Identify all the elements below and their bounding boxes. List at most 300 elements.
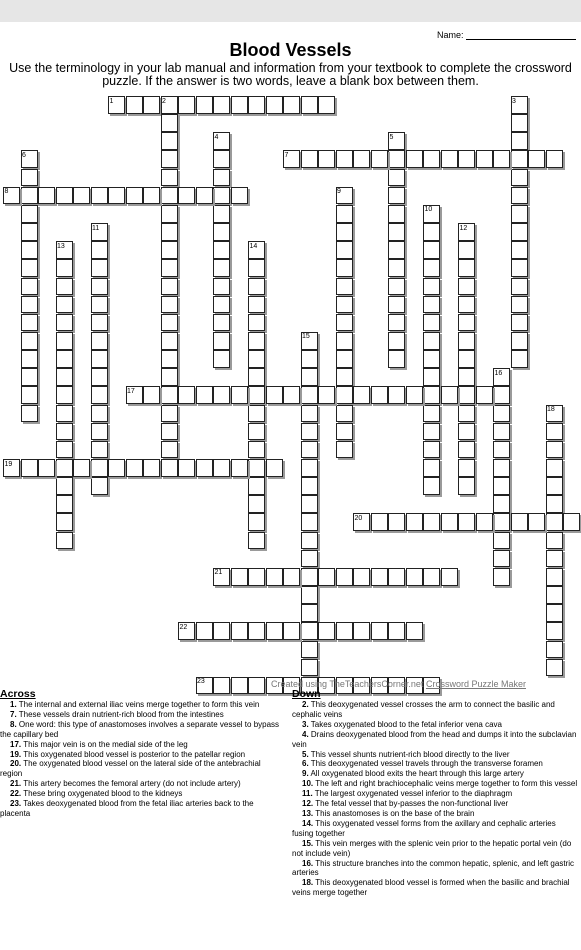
crossword-cell[interactable] xyxy=(231,459,248,477)
crossword-cell[interactable] xyxy=(458,350,475,368)
crossword-cell[interactable] xyxy=(248,441,265,459)
crossword-cell[interactable] xyxy=(353,568,370,586)
crossword-cell[interactable] xyxy=(336,259,353,277)
crossword-cell[interactable] xyxy=(21,459,38,477)
crossword-cell[interactable] xyxy=(213,96,230,114)
crossword-cell[interactable] xyxy=(371,622,388,640)
crossword-cell[interactable] xyxy=(388,169,405,187)
crossword-cell[interactable] xyxy=(423,332,440,350)
crossword-cell[interactable] xyxy=(423,513,440,531)
crossword-cell[interactable] xyxy=(283,568,300,586)
crossword-cell[interactable] xyxy=(388,259,405,277)
crossword-cell[interactable] xyxy=(56,423,73,441)
crossword-cell[interactable] xyxy=(388,350,405,368)
crossword-cell[interactable] xyxy=(91,296,108,314)
crossword-cell[interactable] xyxy=(21,223,38,241)
crossword-cell[interactable] xyxy=(493,441,510,459)
crossword-cell[interactable] xyxy=(458,332,475,350)
crossword-cell[interactable] xyxy=(213,314,230,332)
crossword-cell[interactable] xyxy=(511,132,528,150)
crossword-cell[interactable] xyxy=(283,386,300,404)
crossword-cell[interactable] xyxy=(21,241,38,259)
crossword-cell[interactable] xyxy=(56,332,73,350)
crossword-cell[interactable] xyxy=(353,386,370,404)
crossword-cell[interactable] xyxy=(91,314,108,332)
crossword-cell[interactable] xyxy=(21,405,38,423)
crossword-cell[interactable] xyxy=(248,386,265,404)
crossword-cell[interactable] xyxy=(406,150,423,168)
crossword-cell[interactable] xyxy=(231,568,248,586)
crossword-cell[interactable] xyxy=(388,150,405,168)
crossword-cell[interactable] xyxy=(126,187,143,205)
crossword-cell[interactable] xyxy=(161,350,178,368)
crossword-cell[interactable] xyxy=(301,513,318,531)
crossword-cell[interactable] xyxy=(406,622,423,640)
crossword-cell[interactable] xyxy=(546,477,563,495)
crossword-cell[interactable] xyxy=(248,259,265,277)
crossword-cell[interactable] xyxy=(336,205,353,223)
clue-number-label: 9 xyxy=(337,188,341,196)
crossword-cell[interactable] xyxy=(213,259,230,277)
crossword-cell[interactable] xyxy=(423,405,440,423)
crossword-cell[interactable] xyxy=(91,332,108,350)
crossword-cell[interactable] xyxy=(73,459,90,477)
crossword-cell[interactable] xyxy=(301,150,318,168)
crossword-cell[interactable] xyxy=(318,150,335,168)
crossword-cell[interactable] xyxy=(423,241,440,259)
crossword-cell[interactable] xyxy=(423,441,440,459)
crossword-cell[interactable] xyxy=(56,296,73,314)
crossword-cell[interactable] xyxy=(458,459,475,477)
crossword-cell[interactable] xyxy=(91,241,108,259)
crossword-cell[interactable] xyxy=(336,405,353,423)
crossword-cell[interactable] xyxy=(248,296,265,314)
crossword-cell[interactable] xyxy=(406,568,423,586)
crossword-cell[interactable] xyxy=(248,532,265,550)
crossword-cell[interactable] xyxy=(91,477,108,495)
crossword-cell[interactable] xyxy=(143,187,160,205)
crossword-cell[interactable] xyxy=(56,495,73,513)
crossword-cell[interactable] xyxy=(441,513,458,531)
crossword-cell[interactable] xyxy=(546,586,563,604)
crossword-cell[interactable] xyxy=(56,278,73,296)
crossword-cell[interactable] xyxy=(546,495,563,513)
crossword-cell[interactable] xyxy=(493,405,510,423)
crossword-cell[interactable] xyxy=(301,441,318,459)
crossword-cell[interactable] xyxy=(161,278,178,296)
crossword-cell[interactable] xyxy=(161,241,178,259)
crossword-cell[interactable] xyxy=(423,350,440,368)
crossword-cell[interactable] xyxy=(511,513,528,531)
crossword-cell[interactable] xyxy=(336,368,353,386)
crossword-cell[interactable] xyxy=(546,622,563,640)
crossword-cell[interactable] xyxy=(196,187,213,205)
crossword-cell[interactable] xyxy=(546,532,563,550)
crossword-cell[interactable] xyxy=(511,187,528,205)
crossword-cell[interactable] xyxy=(441,568,458,586)
crossword-cell[interactable] xyxy=(21,296,38,314)
crossword-cell[interactable] xyxy=(458,278,475,296)
crossword-cell[interactable] xyxy=(126,459,143,477)
crossword-cell[interactable] xyxy=(563,513,580,531)
crossword-cell[interactable] xyxy=(406,386,423,404)
crossword-cell[interactable] xyxy=(56,441,73,459)
crossword-cell[interactable] xyxy=(458,150,475,168)
crossword-cell[interactable] xyxy=(21,386,38,404)
crossword-cell[interactable] xyxy=(336,314,353,332)
crossword-cell[interactable] xyxy=(511,223,528,241)
crossword-cell[interactable] xyxy=(248,622,265,640)
crossword-cell[interactable] xyxy=(388,513,405,531)
crossword-cell[interactable] xyxy=(301,659,318,677)
crossword-cell[interactable] xyxy=(91,386,108,404)
crossword-cell[interactable] xyxy=(196,386,213,404)
crossword-cell[interactable] xyxy=(493,477,510,495)
crossword-cell[interactable] xyxy=(248,314,265,332)
crossword-cell[interactable] xyxy=(511,314,528,332)
crossword-cell[interactable] xyxy=(476,386,493,404)
crossword-cell[interactable] xyxy=(546,150,563,168)
crossword-cell[interactable] xyxy=(546,423,563,441)
crossword-cell[interactable] xyxy=(21,187,38,205)
crossword-cell[interactable] xyxy=(56,314,73,332)
crossword-cell[interactable] xyxy=(161,114,178,132)
crossword-cell[interactable] xyxy=(56,259,73,277)
crossword-cell[interactable] xyxy=(301,550,318,568)
crossword-cell[interactable] xyxy=(196,622,213,640)
crossword-cell[interactable] xyxy=(511,278,528,296)
crossword-cell[interactable] xyxy=(213,459,230,477)
crossword-cell[interactable] xyxy=(301,459,318,477)
crossword-cell[interactable] xyxy=(388,296,405,314)
crossword-cell[interactable] xyxy=(248,568,265,586)
crossword-cell[interactable] xyxy=(301,641,318,659)
crossword-cell[interactable] xyxy=(441,386,458,404)
crossword-cell[interactable] xyxy=(528,150,545,168)
crossword-cell[interactable] xyxy=(511,205,528,223)
crossword-cell[interactable] xyxy=(161,150,178,168)
crossword-cell[interactable] xyxy=(38,187,55,205)
crossword-cell[interactable] xyxy=(21,259,38,277)
crossword-cell[interactable] xyxy=(301,477,318,495)
crossword-cell[interactable] xyxy=(476,150,493,168)
crossword-cell[interactable] xyxy=(301,350,318,368)
crossword-cell[interactable] xyxy=(56,459,73,477)
crossword-cell[interactable] xyxy=(493,150,510,168)
crossword-cell[interactable] xyxy=(266,386,283,404)
crossword-cell[interactable] xyxy=(21,169,38,187)
crossword-cell[interactable] xyxy=(388,241,405,259)
crossword-cell[interactable] xyxy=(161,368,178,386)
crossword-cell[interactable] xyxy=(91,368,108,386)
crossword-cell[interactable] xyxy=(511,169,528,187)
crossword-cell[interactable] xyxy=(213,187,230,205)
crossword-cell[interactable] xyxy=(248,423,265,441)
crossword-cell[interactable] xyxy=(336,441,353,459)
crossword-cell[interactable] xyxy=(56,532,73,550)
clue-text: This deoxygenated blood vessel is formed when the basilic and brachial veins merge together xyxy=(292,878,570,898)
crossword-cell[interactable] xyxy=(161,386,178,404)
crossword-cell[interactable] xyxy=(161,132,178,150)
crossword-cell[interactable] xyxy=(56,386,73,404)
crossword-cell[interactable] xyxy=(546,550,563,568)
crossword-cell[interactable] xyxy=(336,223,353,241)
crossword-cell[interactable] xyxy=(353,622,370,640)
crossword-cell[interactable] xyxy=(196,459,213,477)
crossword-cell[interactable] xyxy=(493,568,510,586)
crossword-cell[interactable] xyxy=(248,96,265,114)
crossword-cell[interactable] xyxy=(143,459,160,477)
crossword-cell[interactable] xyxy=(91,423,108,441)
crossword-cell[interactable] xyxy=(336,278,353,296)
crossword-cell[interactable] xyxy=(248,495,265,513)
crossword-cell[interactable] xyxy=(318,96,335,114)
crossword-cell[interactable] xyxy=(231,622,248,640)
crossword-cell[interactable] xyxy=(336,150,353,168)
crossword-cell[interactable] xyxy=(458,296,475,314)
crossword-cell[interactable] xyxy=(388,314,405,332)
crossword-cell[interactable] xyxy=(213,205,230,223)
crossword-cell[interactable] xyxy=(336,241,353,259)
crossword-cell[interactable] xyxy=(336,332,353,350)
crossword-cell[interactable] xyxy=(336,622,353,640)
crossword-cell[interactable] xyxy=(388,278,405,296)
crossword-cell[interactable] xyxy=(301,368,318,386)
crossword-cell[interactable] xyxy=(213,241,230,259)
crossword-cell[interactable] xyxy=(318,622,335,640)
crossword-cell[interactable] xyxy=(511,150,528,168)
crossword-cell[interactable] xyxy=(511,114,528,132)
crossword-cell[interactable] xyxy=(91,459,108,477)
crossword-cell[interactable] xyxy=(301,495,318,513)
crossword-cell[interactable] xyxy=(388,568,405,586)
crossword-cell[interactable] xyxy=(161,423,178,441)
crossword-cell[interactable] xyxy=(458,423,475,441)
crossword-cell[interactable] xyxy=(388,187,405,205)
crossword-cell[interactable] xyxy=(213,622,230,640)
crossword-cell[interactable] xyxy=(546,568,563,586)
crossword-cell[interactable] xyxy=(231,96,248,114)
crossword-cell[interactable] xyxy=(511,259,528,277)
crossword-cell[interactable] xyxy=(161,441,178,459)
crossword-cell[interactable] xyxy=(213,386,230,404)
crossword-cell[interactable] xyxy=(371,386,388,404)
crossword-cell[interactable] xyxy=(458,259,475,277)
crossword-cell[interactable] xyxy=(56,405,73,423)
crossword-cell[interactable] xyxy=(301,586,318,604)
crossword-cell[interactable] xyxy=(301,423,318,441)
crossword-cell[interactable] xyxy=(476,513,493,531)
crossword-cell[interactable] xyxy=(528,513,545,531)
crossword-cell[interactable] xyxy=(231,386,248,404)
crossword-cell[interactable] xyxy=(301,386,318,404)
crossword-cell[interactable] xyxy=(423,459,440,477)
crossword-cell[interactable] xyxy=(423,259,440,277)
crossword-cell[interactable] xyxy=(423,368,440,386)
crossword-cell[interactable] xyxy=(21,368,38,386)
crossword-cell[interactable] xyxy=(423,568,440,586)
crossword-cell[interactable] xyxy=(91,405,108,423)
crossword-cell[interactable] xyxy=(388,205,405,223)
crossword-cell[interactable] xyxy=(73,187,90,205)
crossword-cell[interactable] xyxy=(248,368,265,386)
crossword-cell[interactable] xyxy=(493,423,510,441)
crossword-cell[interactable] xyxy=(91,278,108,296)
crossword-cell[interactable] xyxy=(56,187,73,205)
crossword-cell[interactable] xyxy=(248,350,265,368)
crossword-cell[interactable] xyxy=(91,441,108,459)
crossword-cell[interactable] xyxy=(511,350,528,368)
crossword-cell[interactable] xyxy=(161,314,178,332)
crossword-cell[interactable] xyxy=(511,332,528,350)
crossword-cell[interactable] xyxy=(213,169,230,187)
crossword-cell[interactable] xyxy=(301,532,318,550)
crossword-cell[interactable] xyxy=(546,459,563,477)
crossword-cell[interactable] xyxy=(511,241,528,259)
crossword-cell[interactable] xyxy=(161,223,178,241)
crossword-cell[interactable] xyxy=(318,386,335,404)
crossword-cell[interactable] xyxy=(178,459,195,477)
crossword-cell[interactable] xyxy=(213,350,230,368)
crossword-cell[interactable] xyxy=(213,296,230,314)
crossword-cell[interactable] xyxy=(388,332,405,350)
crossword-cell[interactable] xyxy=(336,296,353,314)
crossword-cell[interactable] xyxy=(493,495,510,513)
crossword-cell[interactable] xyxy=(336,423,353,441)
crossword-cell[interactable] xyxy=(388,223,405,241)
crossword-cell[interactable] xyxy=(493,459,510,477)
crossword-cell[interactable] xyxy=(301,604,318,622)
credit-link[interactable]: Crossword Puzzle Maker xyxy=(425,679,526,689)
crossword-cell[interactable] xyxy=(91,259,108,277)
crossword-cell[interactable] xyxy=(248,513,265,531)
crossword-cell[interactable] xyxy=(21,278,38,296)
crossword-cell[interactable] xyxy=(371,568,388,586)
crossword-cell[interactable] xyxy=(21,350,38,368)
crossword-cell[interactable] xyxy=(161,459,178,477)
crossword-cell[interactable] xyxy=(458,441,475,459)
crossword-cell[interactable] xyxy=(336,386,353,404)
crossword-cell[interactable] xyxy=(458,386,475,404)
crossword-cell[interactable] xyxy=(91,187,108,205)
crossword-cell[interactable] xyxy=(458,241,475,259)
crossword-cell[interactable] xyxy=(178,187,195,205)
crossword-cell[interactable] xyxy=(388,386,405,404)
crossword-cell[interactable] xyxy=(301,405,318,423)
crossword-cell[interactable] xyxy=(318,568,335,586)
crossword-cell[interactable] xyxy=(423,314,440,332)
crossword-cell[interactable] xyxy=(336,568,353,586)
crossword-cell[interactable] xyxy=(161,205,178,223)
crossword-cell[interactable] xyxy=(493,532,510,550)
crossword-cell[interactable] xyxy=(161,169,178,187)
crossword-cell[interactable] xyxy=(248,278,265,296)
crossword-cell[interactable] xyxy=(458,368,475,386)
crossword-cell[interactable] xyxy=(458,405,475,423)
crossword-cell[interactable] xyxy=(423,278,440,296)
crossword-cell[interactable] xyxy=(336,350,353,368)
crossword-cell[interactable] xyxy=(91,350,108,368)
crossword-cell[interactable] xyxy=(178,386,195,404)
crossword-cell[interactable] xyxy=(56,513,73,531)
crossword-cell[interactable] xyxy=(546,441,563,459)
crossword-cell[interactable] xyxy=(458,477,475,495)
crossword-cell[interactable] xyxy=(21,205,38,223)
crossword-cell[interactable] xyxy=(493,386,510,404)
crossword-cell[interactable] xyxy=(266,568,283,586)
crossword-cell[interactable] xyxy=(493,513,510,531)
crossword-cell[interactable] xyxy=(266,622,283,640)
crossword-cell[interactable] xyxy=(126,96,143,114)
crossword-cell[interactable] xyxy=(213,332,230,350)
crossword-cell[interactable] xyxy=(266,96,283,114)
crossword-cell[interactable] xyxy=(266,459,283,477)
crossword-cell[interactable] xyxy=(546,604,563,622)
crossword-cell[interactable] xyxy=(423,477,440,495)
crossword-cell[interactable] xyxy=(248,332,265,350)
crossword-cell[interactable] xyxy=(143,386,160,404)
crossword-cell[interactable] xyxy=(301,96,318,114)
crossword-cell[interactable] xyxy=(161,296,178,314)
crossword-cell[interactable] xyxy=(423,150,440,168)
crossword-cell[interactable] xyxy=(546,641,563,659)
crossword-cell[interactable] xyxy=(423,296,440,314)
crossword-cell[interactable] xyxy=(248,459,265,477)
crossword-cell[interactable] xyxy=(441,150,458,168)
crossword-cell[interactable] xyxy=(56,477,73,495)
crossword-cell[interactable] xyxy=(213,150,230,168)
crossword-cell[interactable] xyxy=(283,622,300,640)
crossword-cell[interactable] xyxy=(353,150,370,168)
crossword-cell[interactable] xyxy=(21,314,38,332)
crossword-cell[interactable] xyxy=(458,314,475,332)
crossword-cell[interactable] xyxy=(546,659,563,677)
crossword-cell[interactable] xyxy=(371,150,388,168)
crossword-cell[interactable] xyxy=(423,386,440,404)
crossword-cell[interactable] xyxy=(143,96,160,114)
crossword-cell[interactable] xyxy=(546,513,563,531)
crossword-cell[interactable] xyxy=(493,550,510,568)
crossword-cell[interactable] xyxy=(511,296,528,314)
crossword-cell[interactable] xyxy=(178,96,195,114)
crossword-cell[interactable] xyxy=(301,568,318,586)
crossword-cell[interactable] xyxy=(248,477,265,495)
crossword-cell[interactable] xyxy=(213,278,230,296)
crossword-cell[interactable] xyxy=(38,459,55,477)
crossword-cell[interactable] xyxy=(161,405,178,423)
crossword-cell[interactable] xyxy=(283,96,300,114)
crossword-cell[interactable] xyxy=(423,223,440,241)
crossword-cell[interactable] xyxy=(388,622,405,640)
crossword-cell[interactable] xyxy=(458,513,475,531)
crossword-cell[interactable] xyxy=(21,332,38,350)
crossword-cell[interactable] xyxy=(301,622,318,640)
crossword-cell[interactable] xyxy=(161,187,178,205)
crossword-cell[interactable] xyxy=(108,187,125,205)
crossword-cell[interactable] xyxy=(406,513,423,531)
crossword-cell[interactable] xyxy=(56,368,73,386)
crossword-cell[interactable] xyxy=(213,223,230,241)
crossword-cell[interactable] xyxy=(108,459,125,477)
crossword-cell[interactable] xyxy=(161,332,178,350)
crossword-cell[interactable] xyxy=(196,96,213,114)
crossword-cell[interactable] xyxy=(371,513,388,531)
crossword-cell[interactable] xyxy=(161,259,178,277)
crossword-cell[interactable] xyxy=(231,187,248,205)
crossword-cell[interactable] xyxy=(248,405,265,423)
crossword-cell[interactable] xyxy=(56,350,73,368)
crossword-cell[interactable] xyxy=(423,423,440,441)
